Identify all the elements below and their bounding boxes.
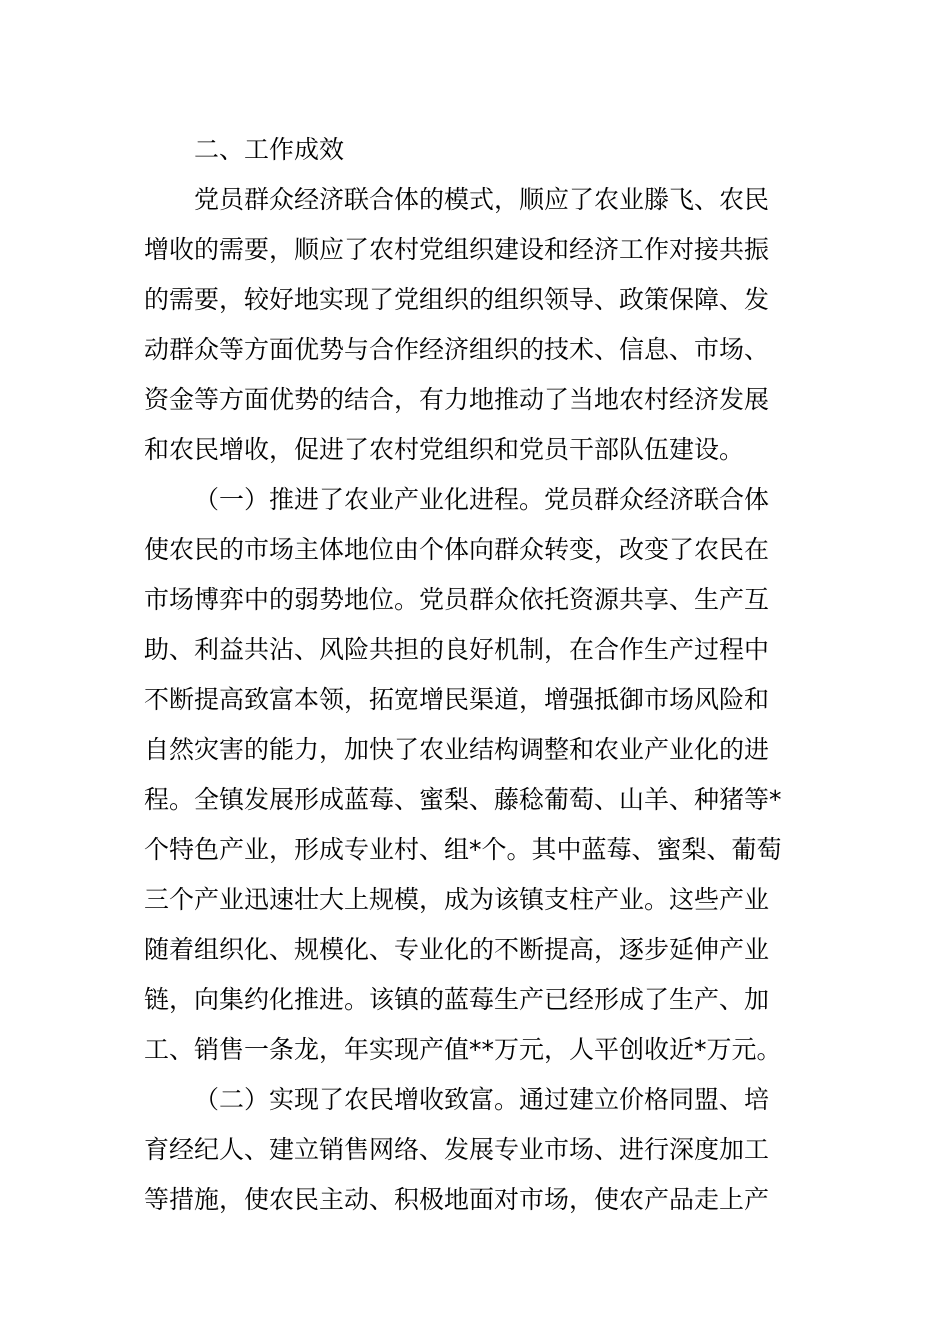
- document-body: [144, 125, 806, 1225]
- paragraph-industrialization: [144, 475, 806, 1075]
- text-line: 工、销售一条龙，年实现产值**万元，人平创收近*万元。: [144, 1035, 782, 1064]
- text-line: 增收的需要，顺应了农村党组织建设和经济工作对接共振: [144, 235, 770, 264]
- text-line: （一）推进了农业产业化进程。党员群众经济联合体: [194, 485, 770, 514]
- text-line: 不断提高致富本领，拓宽增民渠道，增强抵御市场风险和: [144, 685, 770, 714]
- text-line: 育经纪人、建立销售网络、发展专业市场、进行深度加工: [144, 1135, 770, 1164]
- text-line: 助、利益共沾、风险共担的良好机制，在合作生产过程中: [144, 635, 770, 664]
- text-line: 的需要，较好地实现了党组织的组织领导、政策保障、发: [144, 285, 770, 314]
- text-line: 个特色产业，形成专业村、组*个。其中蓝莓、蜜梨、葡萄: [144, 835, 782, 864]
- text-line: （二）实现了农民增收致富。通过建立价格同盟、培: [194, 1085, 770, 1114]
- text-line: 链，向集约化推进。该镇的蓝莓生产已经形成了生产、加: [144, 985, 770, 1014]
- text-line: 和农民增收，促进了农村党组织和党员干部队伍建设。: [144, 435, 745, 464]
- section-heading: 二、工作成效: [194, 135, 345, 164]
- text-line: 使农民的市场主体地位由个体向群众转变，改变了农民在: [144, 535, 770, 564]
- paragraph-income: [144, 1075, 806, 1225]
- text-line: 程。全镇发展形成蓝莓、蜜梨、藤稔葡萄、山羊、种猪等*: [144, 785, 782, 814]
- text-line: 自然灾害的能力，加快了农业结构调整和农业产业化的进: [144, 735, 770, 764]
- text-line: 等措施，使农民主动、积极地面对市场，使农产品走上产: [144, 1185, 770, 1214]
- text-line: 市场博弈中的弱势地位。党员群众依托资源共享、生产互: [144, 585, 770, 614]
- text-line: 资金等方面优势的结合，有力地推动了当地农村经济发展: [144, 385, 770, 414]
- text-line: 随着组织化、规模化、专业化的不断提高，逐步延伸产业: [144, 935, 770, 964]
- text-line: 党员群众经济联合体的模式，顺应了农业滕飞、农民: [194, 185, 770, 214]
- paragraph-overview: [144, 175, 806, 475]
- text-line: 三个产业迅速壮大上规模，成为该镇支柱产业。这些产业: [144, 885, 770, 914]
- text-line: 动群众等方面优势与合作经济组织的技术、信息、市场、: [144, 335, 770, 364]
